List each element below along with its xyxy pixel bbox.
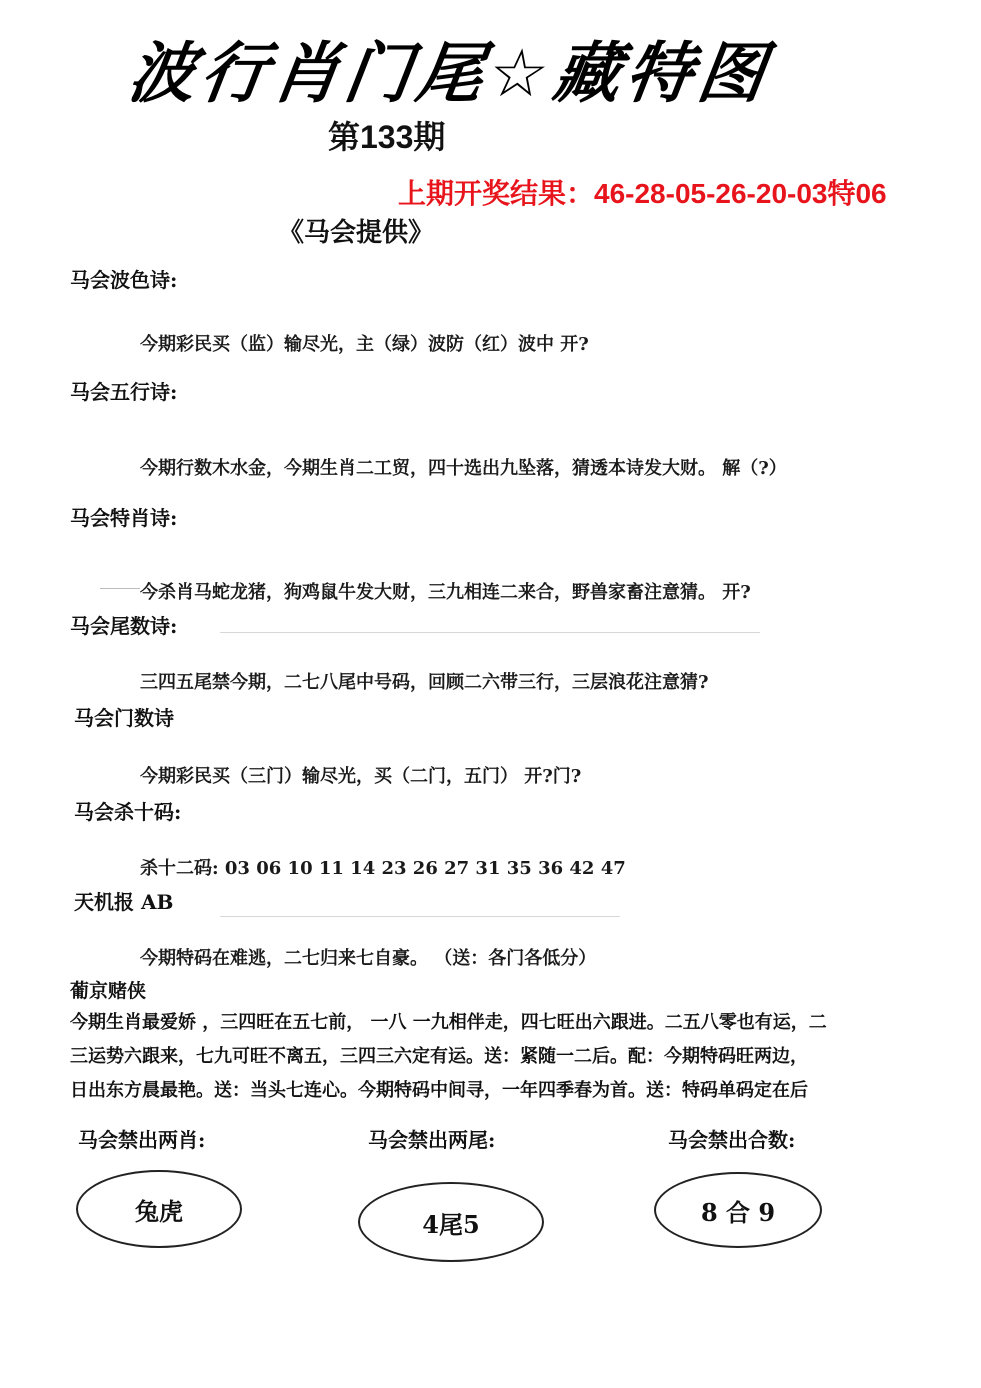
section-body-wave-color: 今期彩民买（监）输尽光，主（绿）波防（红）波中 开? xyxy=(140,334,589,355)
section-title-tianji: 天机报 AB xyxy=(74,890,174,914)
section-body-tail-number: 三四五尾禁今期，二七八尾中号码，回顾二六带三行，三层浪花注意猜? xyxy=(140,672,709,693)
pujing-title: 葡京赌侠 xyxy=(70,980,147,1002)
section-body-special-zodiac: 今杀肖马蛇龙猪，狗鸡鼠牛发大财，三九相连二来合，野兽家畜注意猜。 开? xyxy=(140,582,751,603)
ban-zodiac-label: 马会禁出两肖: xyxy=(78,1128,206,1152)
provider-label: 《马会提供》 xyxy=(278,218,435,248)
issue-number: 第133期 xyxy=(328,119,446,155)
section-body-five-elements: 今期行数木水金，今期生肖二工贸，四十选出九坠落，猜透本诗发大财。 解（?） xyxy=(140,458,787,479)
section-title-kill-ten: 马会杀十码: xyxy=(74,800,182,824)
section-title-door-number: 马会门数诗 xyxy=(74,706,174,730)
pujing-line: 今期生肖最爱娇 ，三四旺在五七前， 一八 一九相伴走，四七旺出六跟进。二五八零也有运，二 xyxy=(70,1012,827,1033)
ban-sum-value: 8 合 9 xyxy=(700,1197,776,1227)
section-title-wave-color: 马会波色诗: xyxy=(70,268,178,292)
section-title-five-elements: 马会五行诗: xyxy=(70,380,178,404)
scan-speck xyxy=(220,916,620,917)
section-body-kill-ten: 杀十二码: 03 06 10 11 14 23 26 27 31 35 36 42 47 xyxy=(140,858,626,879)
ban-sum-label: 马会禁出合数: xyxy=(668,1128,796,1152)
ban-sum-oval xyxy=(654,1172,822,1248)
ban-tail-oval xyxy=(358,1182,544,1262)
scan-speck xyxy=(100,588,140,589)
section-body-door-number: 今期彩民买（三门）输尽光，买（二门，五门） 开?门? xyxy=(140,766,582,787)
main-title: 波行肖门尾☆藏特图 xyxy=(123,35,776,112)
pujing-paragraph xyxy=(70,1006,910,1108)
ban-tail-label: 马会禁出两尾: xyxy=(368,1128,496,1152)
ban-zodiac-oval xyxy=(76,1170,242,1248)
last-draw-result: 上期开奖结果：46-28-05-26-20-03特06 xyxy=(398,178,887,209)
section-title-special-zodiac: 马会特肖诗: xyxy=(70,506,178,530)
section-body-tianji: 今期特码在难逃，二七归来七自豪。 （送：各门各低分） xyxy=(140,948,597,969)
pujing-line: 日出东方晨最艳。送：当头七连心。今期特码中间寻，一年四季春为首。送：特码单码定在后 xyxy=(70,1080,808,1101)
ban-zodiac-value: 兔虎 xyxy=(135,1196,183,1226)
scan-speck xyxy=(220,632,760,633)
section-title-tail-number: 马会尾数诗: xyxy=(70,614,178,638)
pujing-line: 三运势六跟来，七九可旺不离五，三四三六定有运。送：紧随一二后。配：今期特码旺两边， xyxy=(70,1046,808,1067)
ban-tail-value: 4尾5 xyxy=(422,1209,480,1239)
